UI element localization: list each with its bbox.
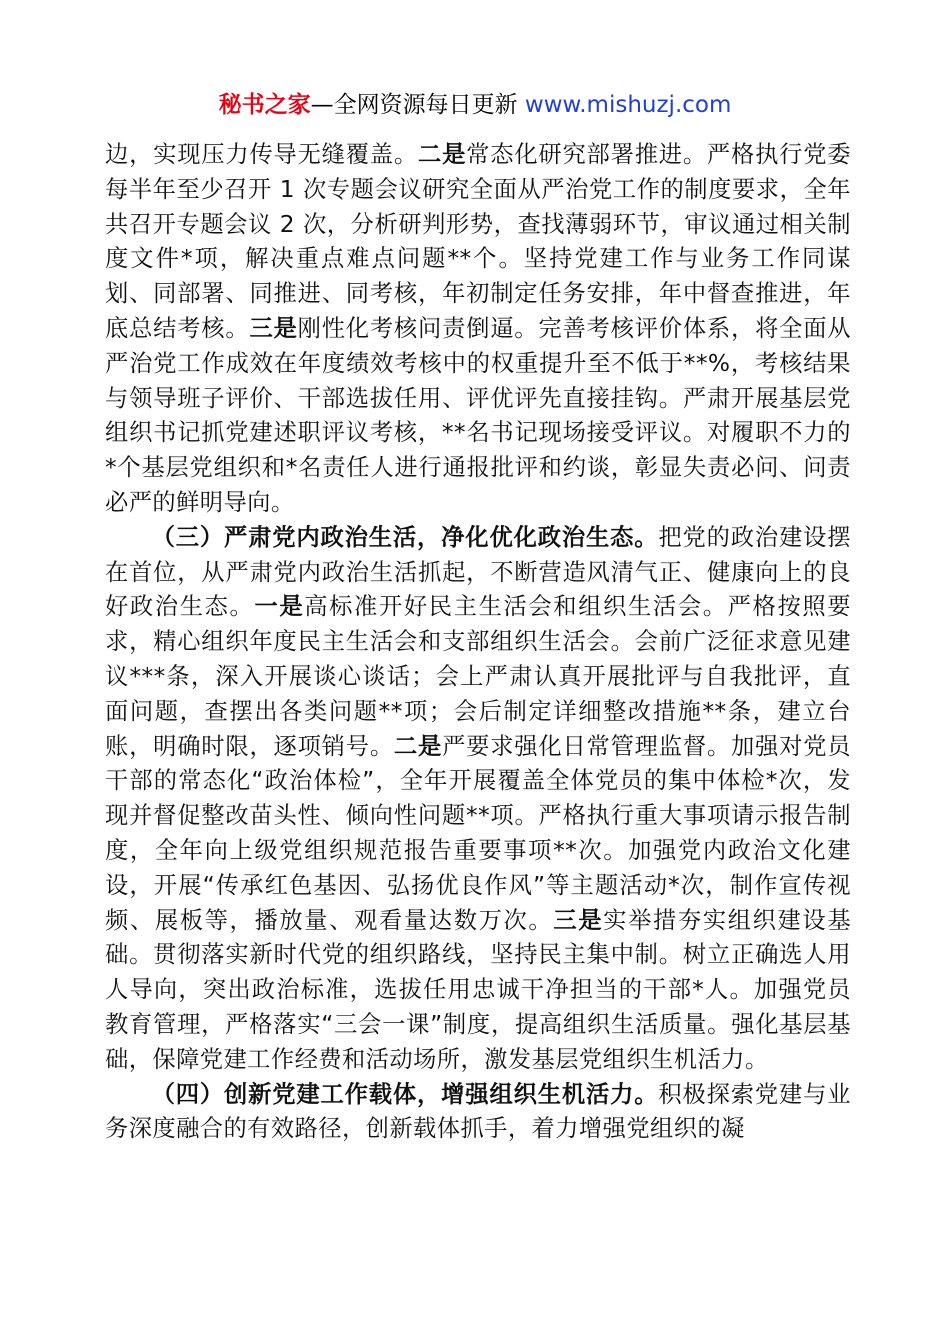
text-run: 边，实现压力传导无缝覆盖。 bbox=[105, 141, 418, 168]
text-run: 高标准开好民主生活会和组织生活会。严格按照要求，精心组织年度民主生活会和支部组织生活会。会前广泛征求意见建议***条，深入开展谈心谈话；会上严肃认真开展批评与自我批评，直面问题，查摆出各类问题**项；会后制定详细整改措施**条，建立台账，明确时限，逐项销号。 bbox=[105, 593, 851, 760]
text-run: 刚性化考核问责倒逼。完善考核评价体系，将全面从严治党工作成效在年度绩效考核中的权重提升至不低于**%，考核结果与领导班子评价、干部选拔任用、评优评先直接挂钩。严肃开展基层党组织书记抓党建述职评议考核，**名书记现场接受评议。对履职不力的*个基层党组织和*名责任人进行通报批评和约谈，彰显失责必问、问责必严的鲜明导向。 bbox=[105, 314, 851, 516]
document-body bbox=[105, 138, 851, 1147]
text-run-bold: 一是 bbox=[254, 593, 305, 621]
text-run-bold: 三是 bbox=[249, 314, 298, 342]
text-run: 积极探索党建与业务深度融合的有效路径，创新载体抓手，着力增强党组织的凝 bbox=[105, 1080, 851, 1143]
text-run-bold: 二是 bbox=[418, 141, 467, 168]
header-url-link[interactable]: www.mishuzj.com bbox=[524, 92, 732, 118]
text-run: 实举措夯实组织建设基础。贯彻落实新时代党的组织路线，坚持民主集中制。树立正确选人用人导向，突出政治标准，选拔任用忠诚干净担当的干部*人。加强党员教育管理，严格落实“三会一课”制度，提高组织生活质量。强化基层基础，保障党建工作经费和活动场所，激发基层党组织生机活力。 bbox=[105, 906, 852, 1073]
text-run: 常态化研究部署推进。严格执行党委每半年至少召开 1 次专题会议研究全面从严治党工作的制度要求，全年共召开专题会议 2 次，分析研判形势，查找薄弱环节，审议通过相关制度文件*项，解决重点难点问题**个。坚持党建工作与业务工作同谋划、同部署、同推进、同考核，年初制定任务安排，年中督查推进，年底总结考核。 bbox=[105, 141, 851, 342]
text-run: 把党的政治建设摆在首位，从严肃党内政治生活抓起，不断营造风清气正、健康向上的良好政治生态。 bbox=[105, 523, 851, 621]
text-run-bold: 三是 bbox=[553, 906, 604, 934]
text-run-bold: 二是 bbox=[393, 732, 443, 760]
header-brand: 秘书之家 bbox=[218, 92, 311, 118]
text-run: 严要求强化日常管理监督。加强对党员干部的常态化“政治体检”，全年开展覆盖全体党员的集中体检*次，发现并督促整改苗头性、倾向性问题**项。严格执行重大事项请示报告制度，全年向上级党组织规范报告重要事项**次。加强党内政治文化建设，开展“传承红色基因、弘扬优良作风”等主题活动*次，制作宣传视频、展板等，播放量、观看量达数万次。 bbox=[105, 732, 851, 934]
header-tagline: —全网资源每日更新 bbox=[310, 92, 525, 118]
paragraph-1 bbox=[105, 138, 851, 521]
section-heading-3: （三）严肃党内政治生活，净化优化政治生态。 bbox=[151, 523, 659, 551]
paragraph-3 bbox=[105, 1078, 851, 1148]
section-heading-4: （四）创新党建工作载体，增强组织生机活力。 bbox=[151, 1080, 659, 1108]
paragraph-2 bbox=[105, 521, 851, 1078]
page-header bbox=[0, 88, 950, 122]
